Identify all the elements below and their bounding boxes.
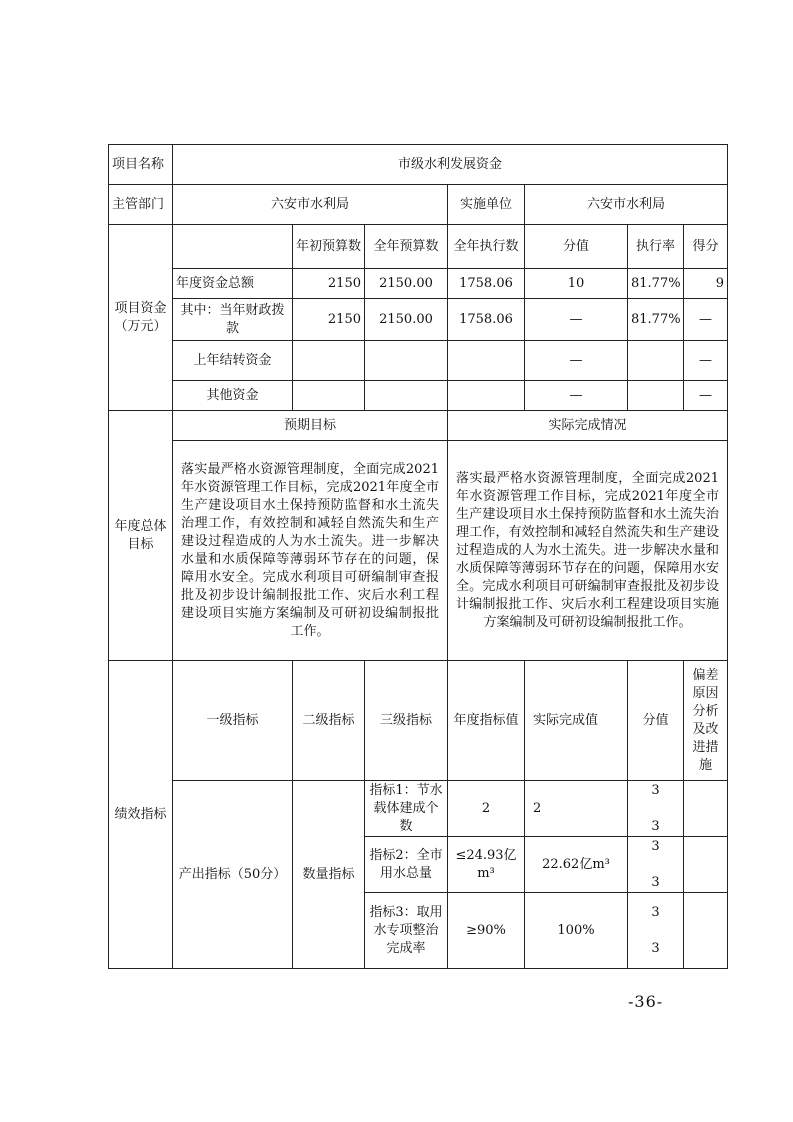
funds-points-value: — xyxy=(525,341,628,381)
funds-score-value: — xyxy=(684,341,728,381)
goals-actual-text: 落实最严格水资源管理制度，全面完成2021年水资源管理工作目标，完成2021年度全市生产建设项目水土保持预防监督和水土流失治理工作，有效控制和减轻自然流失和生产建设过程造成的人为水土流失。进一步解决水量和水质保障等薄弱环节存在的问题，保障用水安全。完成水利项目可研编制审查报批及初步设计编制报批工作、灾后水利工程建设项目实施方案编制及可研初设编制报批工作。 xyxy=(448,441,728,661)
funds-rate-value xyxy=(628,381,684,411)
funds-row-carryover xyxy=(109,341,728,381)
goals-expected-header: 预期目标 xyxy=(173,411,448,441)
perf-annual-value: ≤24.93亿m³ xyxy=(448,837,525,893)
funds-row-label-cell: 年度资金总额 xyxy=(173,269,293,299)
implementing-unit-label: 实施单位 xyxy=(448,185,525,225)
perf-points: 3 xyxy=(651,782,660,798)
perf-level1-value: 产出指标（50分） xyxy=(173,781,293,969)
funds-points-value: — xyxy=(525,381,628,411)
project-name-row xyxy=(109,145,728,185)
perf-deviation xyxy=(684,893,728,969)
perf-annual-value: 2 xyxy=(448,781,525,837)
goals-actual-header: 实际完成情况 xyxy=(448,411,728,441)
perf-actual-value: 22.62亿m³ xyxy=(525,837,628,893)
funds-score-value: 9 xyxy=(684,269,728,299)
perf-points: 3 xyxy=(651,904,660,920)
perf-header-row xyxy=(109,661,728,781)
perf-row-label: 绩效指标 xyxy=(109,661,173,969)
goals-header-row xyxy=(109,411,728,441)
perf-points: 3 xyxy=(651,838,660,854)
perf-deviation xyxy=(684,781,728,837)
funds-row-label-cell: 其他资金 xyxy=(173,381,293,411)
funds-rate-value: 81.77% xyxy=(628,299,684,341)
funds-initial-value: 2150 xyxy=(293,269,365,299)
project-name-value: 市级水利发展资金 xyxy=(173,145,728,185)
perf-header-deviation: 偏差原因分析及改进措施 xyxy=(684,661,728,781)
page-number: -36- xyxy=(628,992,664,1011)
funds-executed-value xyxy=(448,381,525,411)
perf-row-1 xyxy=(109,781,728,837)
goals-row-label: 年度总体目标 xyxy=(109,411,173,661)
perf-header-annual-value: 年度指标值 xyxy=(448,661,525,781)
funds-annual-value: 2150.00 xyxy=(365,269,448,299)
funds-initial-value xyxy=(293,341,365,381)
department-value: 六安市水利局 xyxy=(173,185,448,225)
perf-points-score xyxy=(628,781,684,837)
perf-actual-value: 100% xyxy=(525,893,628,969)
perf-indicator-name: 指标2：全市用水总量 xyxy=(365,837,448,893)
funds-row-label-cell: 上年结转资金 xyxy=(173,341,293,381)
funds-executed-value: 1758.06 xyxy=(448,299,525,341)
perf-points-score xyxy=(628,893,684,969)
funds-annual-value xyxy=(365,341,448,381)
funds-row-other xyxy=(109,381,728,411)
perf-header-actual-value: 实际完成值 xyxy=(525,661,628,781)
performance-form-table xyxy=(108,144,728,969)
project-name-label: 项目名称 xyxy=(109,145,173,185)
funds-header-rate: 执行率 xyxy=(628,225,684,269)
funds-score-value: — xyxy=(684,299,728,341)
department-label: 主管部门 xyxy=(109,185,173,225)
department-row xyxy=(109,185,728,225)
funds-points-value: — xyxy=(525,299,628,341)
funds-header-executed: 全年执行数 xyxy=(448,225,525,269)
funds-points-value: 10 xyxy=(525,269,628,299)
perf-header-points: 分值 xyxy=(628,661,684,781)
funds-row-fiscal xyxy=(109,299,728,341)
goals-body-row xyxy=(109,441,728,661)
perf-indicator-name: 指标3：取用水专项整治完成率 xyxy=(365,893,448,969)
funds-initial-value xyxy=(293,381,365,411)
perf-indicator-name: 指标1：节水载体建成个数 xyxy=(365,781,448,837)
perf-header-level3: 三级指标 xyxy=(365,661,448,781)
funds-row-label: 项目资金（万元） xyxy=(109,225,173,411)
funds-header-score: 得分 xyxy=(684,225,728,269)
funds-annual-value: 2150.00 xyxy=(365,299,448,341)
funds-header-points: 分值 xyxy=(525,225,628,269)
funds-row-total xyxy=(109,269,728,299)
funds-score-value: — xyxy=(684,381,728,411)
perf-score: 3 xyxy=(651,818,660,834)
perf-level2-value: 数量指标 xyxy=(293,781,365,969)
funds-annual-value xyxy=(365,381,448,411)
funds-row-label-cell: 其中：当年财政拨款 xyxy=(173,299,293,341)
perf-actual-value: 2 xyxy=(525,781,628,837)
funds-header-row xyxy=(109,225,728,269)
perf-header-level2: 二级指标 xyxy=(293,661,365,781)
perf-points-score xyxy=(628,837,684,893)
perf-score: 3 xyxy=(651,874,660,890)
funds-rate-value: 81.77% xyxy=(628,269,684,299)
funds-initial-value: 2150 xyxy=(293,299,365,341)
perf-annual-value: ≥90% xyxy=(448,893,525,969)
funds-header-blank xyxy=(173,225,293,269)
funds-executed-value: 1758.06 xyxy=(448,269,525,299)
funds-header-initial: 年初预算数 xyxy=(293,225,365,269)
funds-executed-value xyxy=(448,341,525,381)
funds-rate-value xyxy=(628,341,684,381)
perf-score: 3 xyxy=(651,940,660,956)
perf-header-level1: 一级指标 xyxy=(173,661,293,781)
goals-expected-text: 落实最严格水资源管理制度，全面完成2021年水资源管理工作目标，完成2021年度全市生产建设项目水土保持预防监督和水土流失治理工作，有效控制和减轻自然流失和生产建设过程造成的人为水土流失。进一步解决水量和水质保障等薄弱环节存在的问题，保障用水安全。完成水利项目可研编制审查报批及初步设计编制报批工作、灾后水利工程建设项目实施方案编制及可研初设编制报批工作。 xyxy=(173,441,448,661)
perf-deviation xyxy=(684,837,728,893)
implementing-unit-value: 六安市水利局 xyxy=(525,185,728,225)
funds-header-annual: 全年预算数 xyxy=(365,225,448,269)
